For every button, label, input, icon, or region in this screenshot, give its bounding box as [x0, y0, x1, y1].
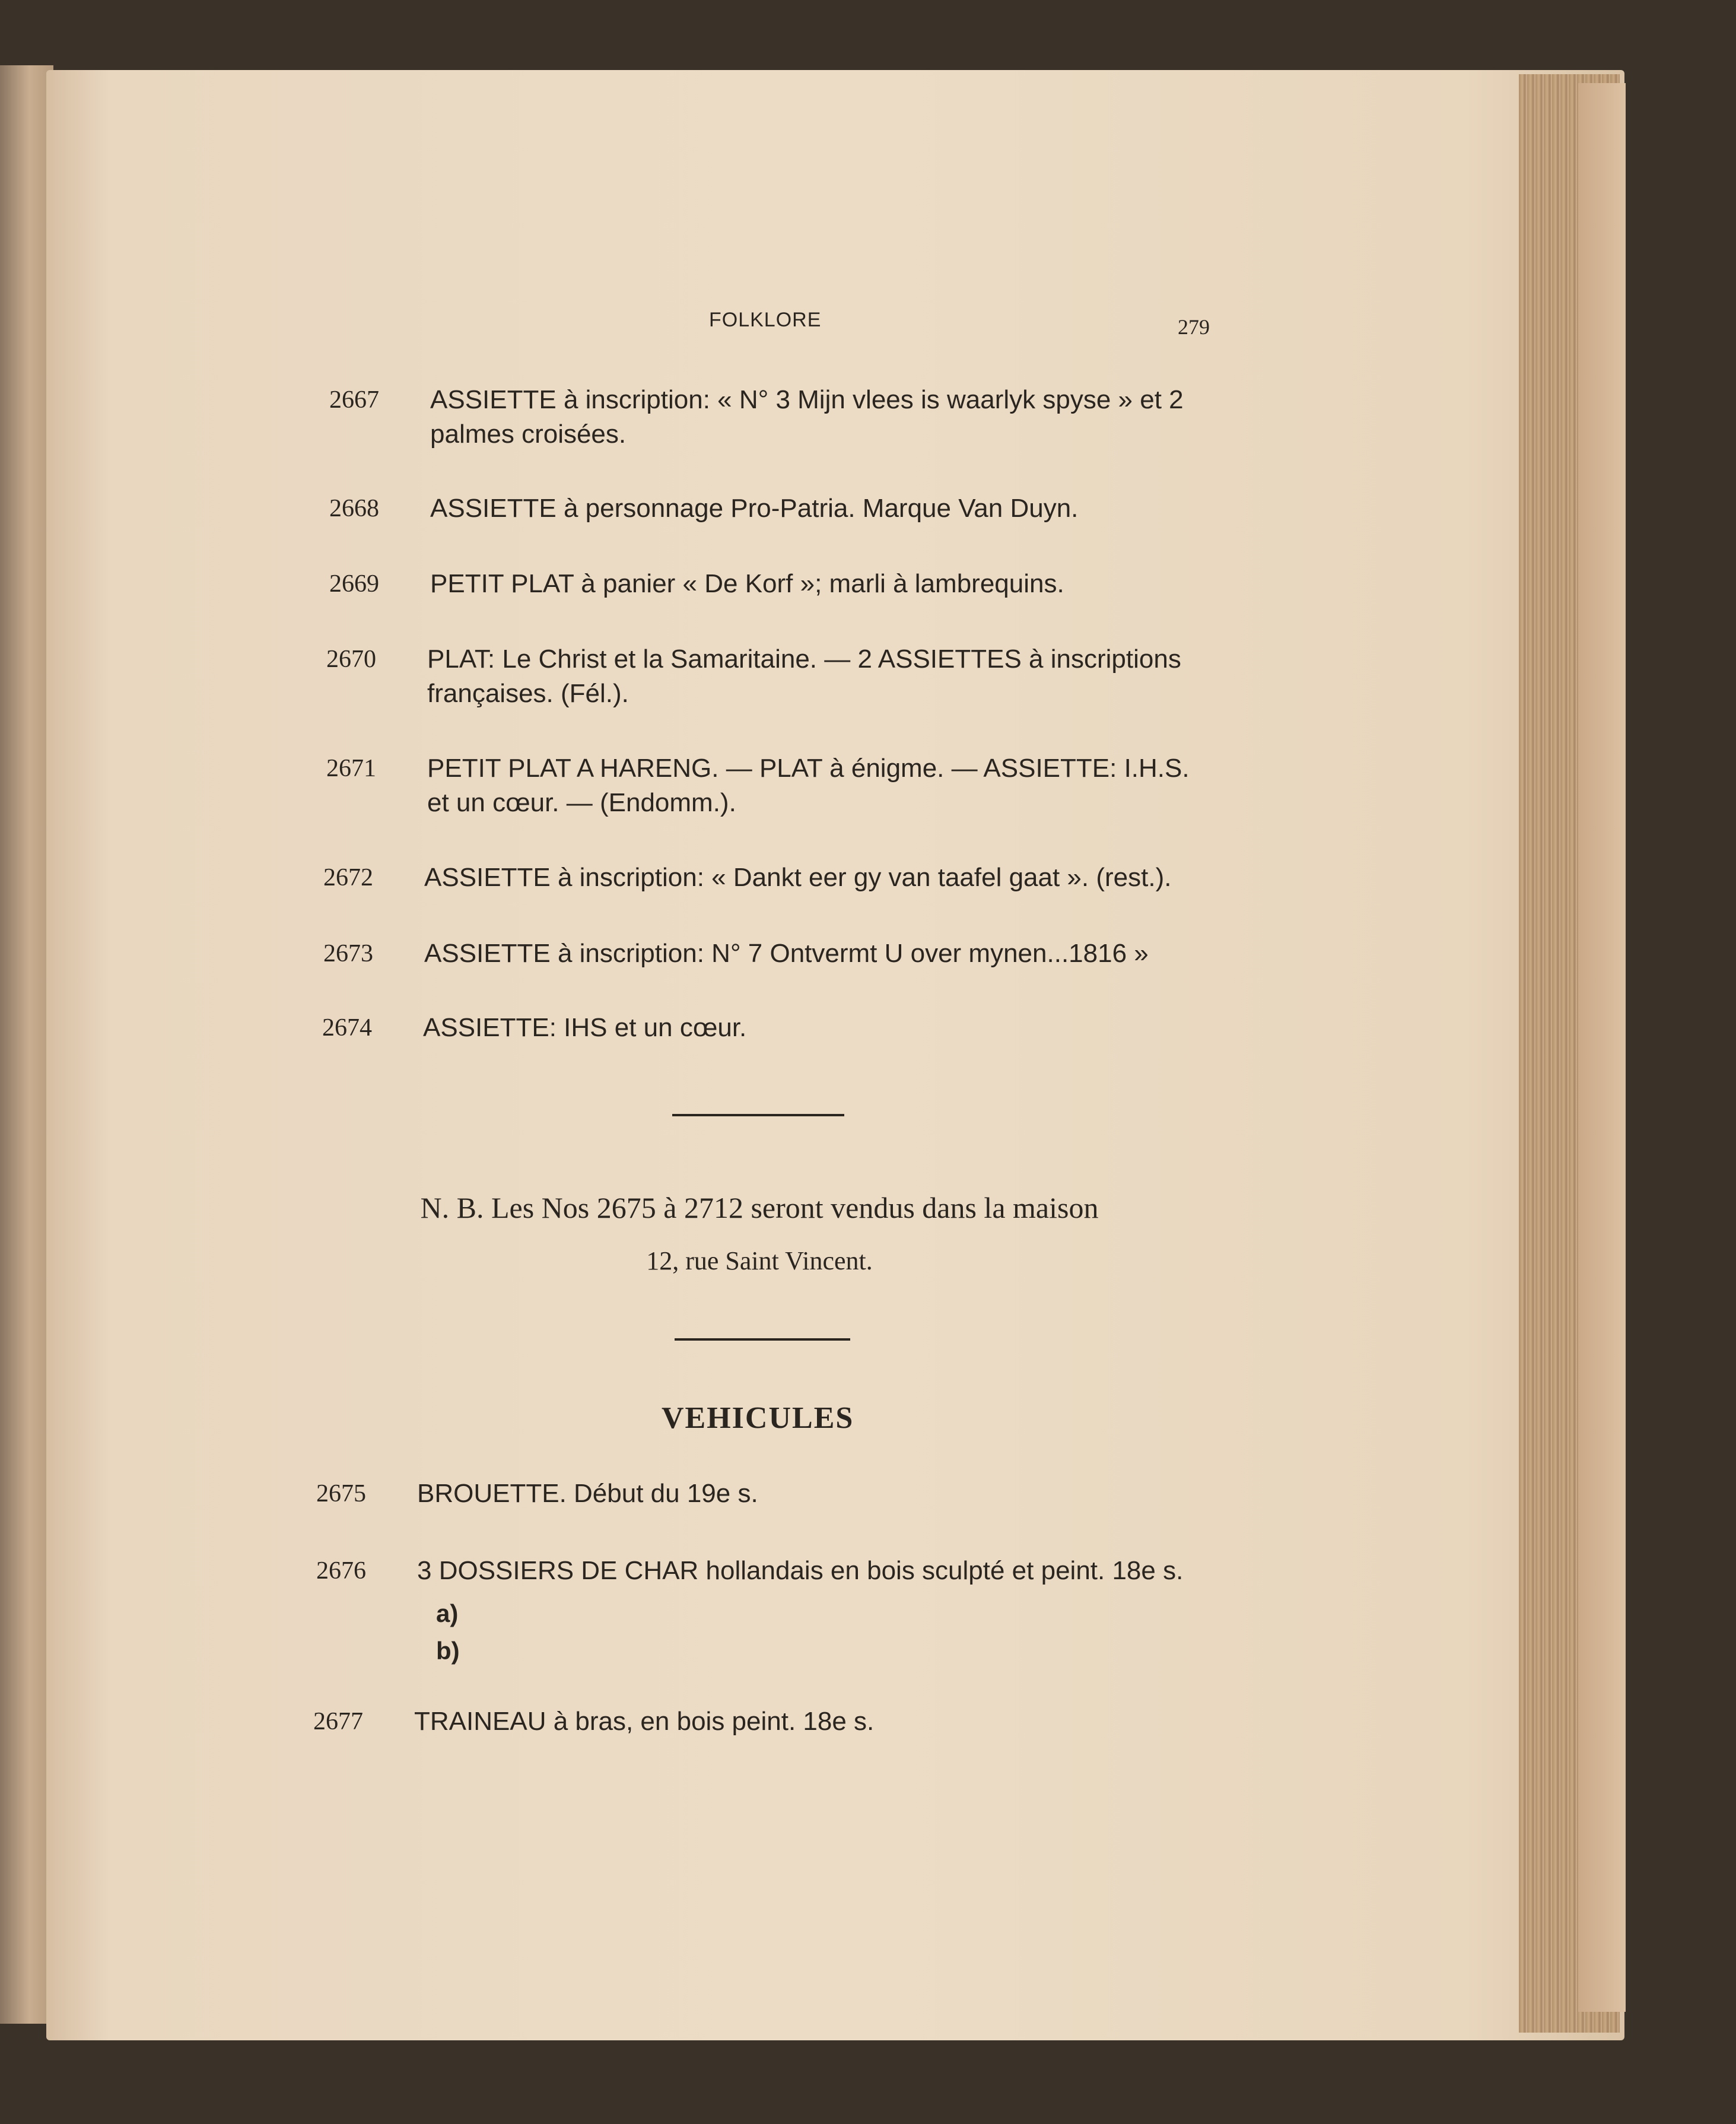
- catalog-page: [46, 70, 1624, 2040]
- sale-notice: [374, 1181, 1145, 1288]
- sub-item-a: a): [436, 1599, 459, 1627]
- entry-text: 3 DOSSIERS DE CHAR hollandais en bois sculpté et peint. 18e s.: [417, 1556, 1184, 1585]
- page-number: 279: [1178, 315, 1210, 339]
- notice-line-1: N. B. Les Nos 2675 à 2712 seront vendus dans la maison: [420, 1191, 1099, 1224]
- divider-rule: [672, 1114, 844, 1116]
- entry-number: 2672: [323, 864, 373, 891]
- entry-text: BROUETTE. Début du 19e s.: [417, 1479, 758, 1508]
- entry-number: 2673: [323, 940, 373, 967]
- entry-text: PETIT PLAT A HARENG. — PLAT à énigme. — ASSIETTE: I.H.S. et un cœur. — (Endomm.).: [427, 754, 1190, 817]
- notice-line-2: 12, rue Saint Vincent.: [646, 1246, 873, 1275]
- entry-text: ASSIETTE à personnage Pro-Patria. Marque Van Duyn.: [430, 494, 1079, 523]
- left-page-edge: [0, 65, 53, 2024]
- entry-number: 2675: [316, 1480, 366, 1507]
- entry-number: 2668: [329, 495, 379, 522]
- entry-text: ASSIETTE à inscription: « Dankt eer gy van taafel gaat ». (rest.).: [424, 863, 1172, 892]
- section-heading: VEHICULES: [662, 1401, 854, 1435]
- running-header: FOLKLORE: [709, 309, 822, 331]
- entry-number: 2669: [329, 570, 379, 598]
- entry-number: 2667: [329, 386, 379, 414]
- entry-text: TRAINEAU à bras, en bois peint. 18e s.: [414, 1707, 875, 1736]
- entry-number: 2671: [326, 755, 376, 782]
- entry-number: 2676: [316, 1557, 366, 1585]
- entry-text: ASSIETTE à inscription: N° 7 Ontvermt U over mynen...1816 »: [424, 939, 1149, 968]
- entry-number: 2677: [313, 1708, 363, 1735]
- entry-text: PETIT PLAT à panier « De Korf »; marli à lambrequins.: [430, 569, 1064, 598]
- entry-text: ASSIETTE: IHS et un cœur.: [423, 1013, 747, 1042]
- page-fore-edge: [1578, 83, 1626, 2012]
- sub-item-b: b): [436, 1637, 460, 1665]
- entry-text: PLAT: Le Christ et la Samaritaine. — 2 ASSIETTES à inscriptions françaises. (Fél.).: [427, 644, 1181, 708]
- divider-rule: [675, 1338, 850, 1341]
- entry-text: ASSIETTE à inscription: « N° 3 Mijn vlees is waarlyk spyse » et 2 palmes croisées.: [430, 385, 1184, 449]
- entry-number: 2674: [322, 1014, 372, 1042]
- entry-number: 2670: [326, 646, 376, 673]
